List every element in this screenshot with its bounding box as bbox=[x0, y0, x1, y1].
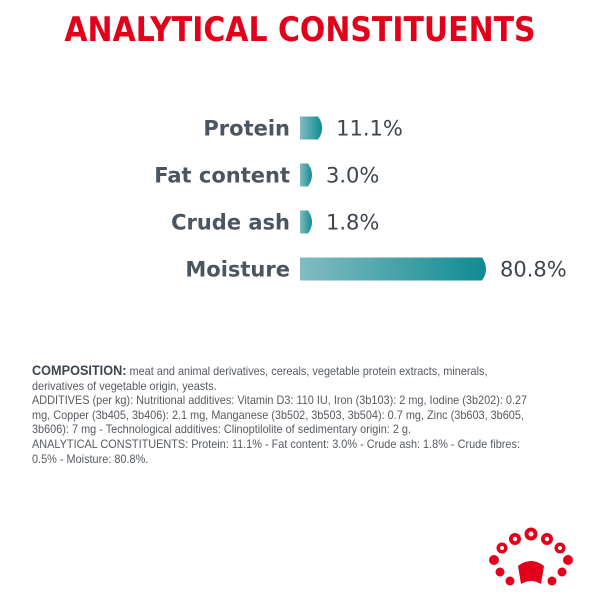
category-label: Fat content bbox=[154, 163, 290, 188]
bar-protein bbox=[300, 117, 322, 140]
category-label: Moisture bbox=[185, 257, 290, 282]
value-label: 11.1% bbox=[336, 116, 403, 141]
category-label: Crude ash bbox=[171, 210, 290, 235]
composition-ingredients: meat and animal derivatives, cereals, vegetable protein extracts, minerals, derivatives of vegetable origin, yeasts. bbox=[32, 365, 488, 393]
value-label: 3.0% bbox=[326, 163, 380, 188]
value-label: 1.8% bbox=[326, 210, 380, 235]
category-label: Protein bbox=[203, 116, 290, 141]
bar-chart bbox=[0, 100, 600, 300]
additives-text: ADDITIVES (per kg): Nutritional additives: Vitamin D3: 110 IU, Iron (3b103): 2 mg, Iodine (3b202): 0.27 mg, Copper (3b405, 3b406): 2.1 mg, Manganese (3b502, 3b503, 3b504): 0.7 mg, Zinc (3b603, 3b605, 3b606): 7 mg - Technological additives: Clinoptilolite of sedimentary origin: 2 g. bbox=[32, 394, 528, 437]
bar-moisture bbox=[300, 258, 486, 281]
constituents-text: ANALYTICAL CONSTITUENTS: Protein: 11.1% - Fat content: 3.0% - Crude ash: 1.8% - Crude fibres: 0.5% - Moisture: 80.8%. bbox=[32, 437, 520, 466]
bar-fat-content bbox=[300, 164, 312, 187]
composition-heading: COMPOSITION: bbox=[32, 363, 127, 378]
value-label: 80.8% bbox=[500, 257, 567, 282]
page-title: ANALYTICAL CONSTITUENTS bbox=[64, 10, 536, 50]
crown-icon bbox=[488, 526, 574, 592]
bar-crude-ash bbox=[300, 211, 312, 234]
composition-text bbox=[32, 364, 540, 467]
